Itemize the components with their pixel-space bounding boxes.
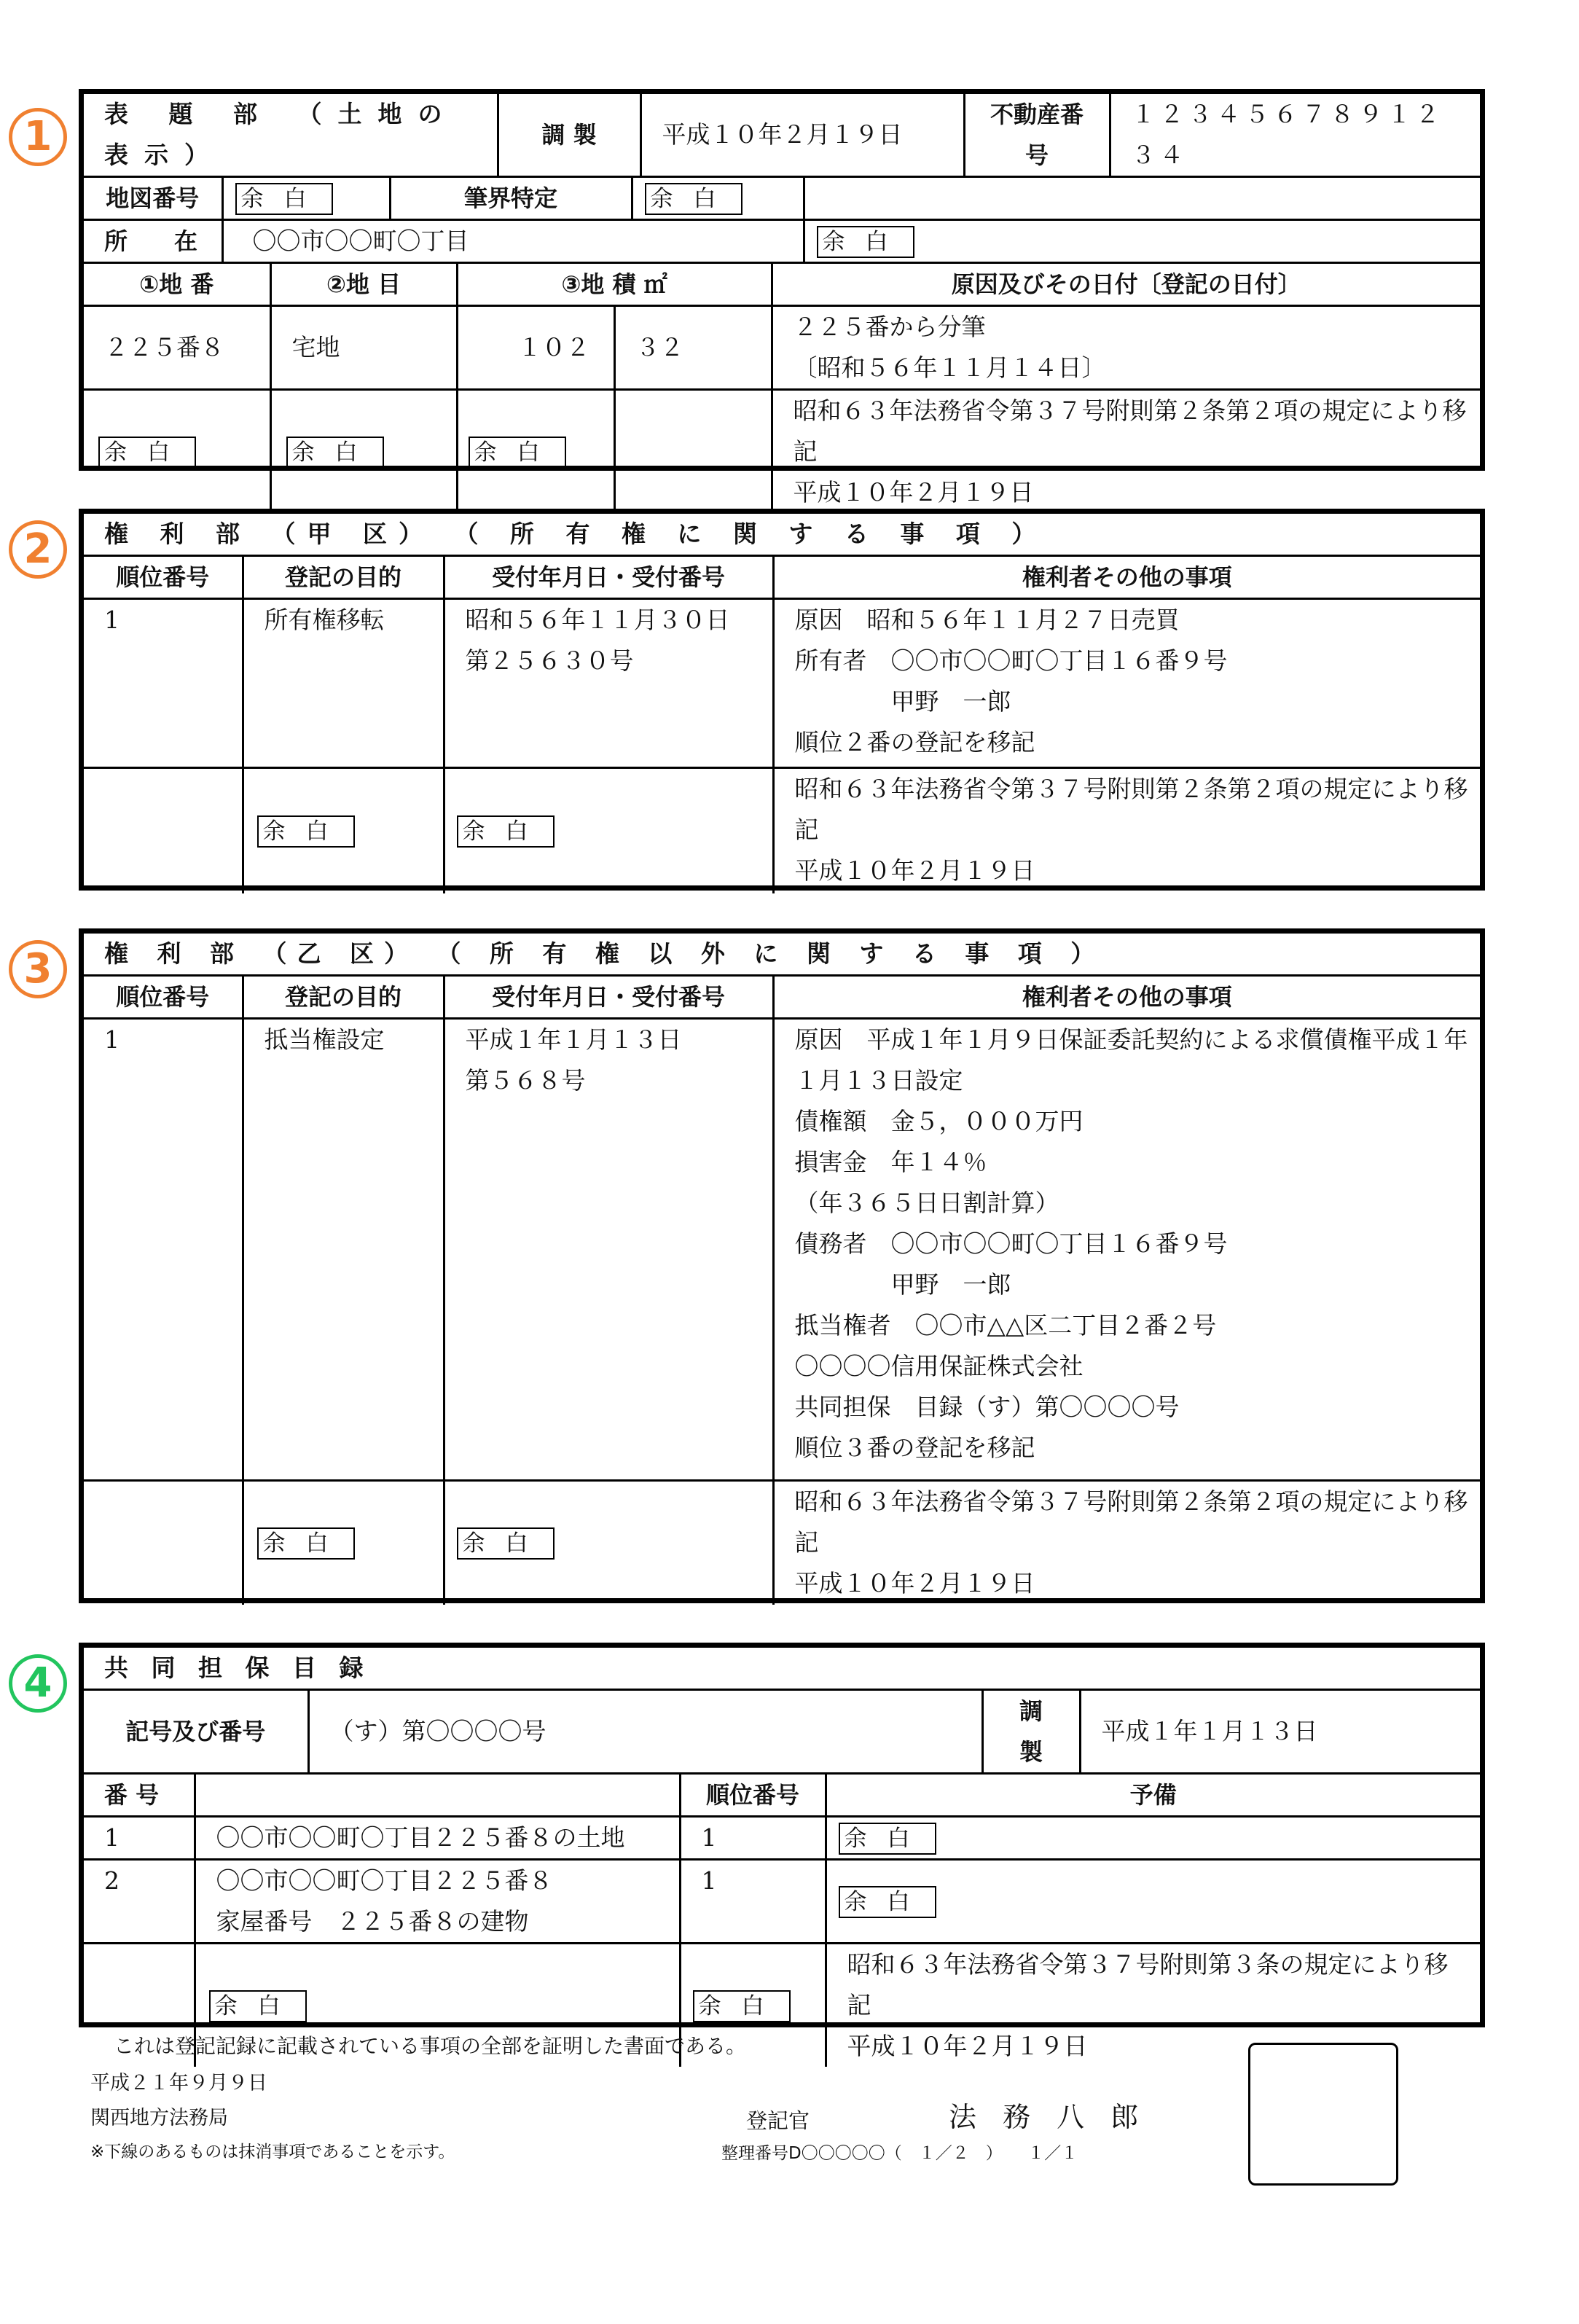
kenrisha-value: 原因 昭和５６年１１月２７日売買 所有者 〇〇市〇〇町〇丁目１６番９号 甲野 一郎 順位２番の登記を移記 bbox=[773, 599, 1480, 768]
uketsuke-value: 平成１年１月１３日 第５６８号 bbox=[444, 1019, 773, 1481]
naiyo-header bbox=[195, 1774, 680, 1817]
chosei-value: 平成１０年２月１９日 bbox=[640, 94, 964, 176]
yohaku-stamp: 余白 bbox=[286, 437, 384, 469]
yohaku-stamp: 余白 bbox=[645, 183, 743, 215]
section-hyodaibu bbox=[79, 89, 1485, 506]
issue-date: 平成２１年９月９日 bbox=[90, 2072, 267, 2094]
yobi-header: 予備 bbox=[826, 1774, 1480, 1817]
kouku-table bbox=[84, 514, 1480, 893]
yohaku-stamp: 余白 bbox=[235, 183, 333, 215]
chiseki-integer: １０２ bbox=[457, 306, 614, 390]
otsuku-table bbox=[84, 934, 1480, 1605]
yohaku-stamp: 余白 bbox=[693, 1990, 791, 2022]
yohaku-stamp: 余白 bbox=[457, 1527, 555, 1560]
kigo-label: 記号及び番号 bbox=[84, 1690, 308, 1773]
iki-note: 昭和６３年法務省令第３７号附則第２条第２項の規定により移 記 平成１０年２月１９日 bbox=[773, 768, 1480, 893]
fudosan-bango-value: １２３４５６７８９１２３４ bbox=[1110, 94, 1480, 176]
fudosan-bango-label: 不動産番号 bbox=[964, 94, 1110, 176]
yohaku-stamp: 余白 bbox=[469, 437, 566, 469]
hyodaibu-map-table bbox=[84, 176, 1480, 262]
kenrisha-value: 原因 平成１年１月９日保証委託契約による求償債権平成１年 １月１３日設定 債権額 金５，０００万円 損害金 年１４％ （年３６５日日割計算） 債務者 〇〇市〇〇町〇丁目１６番９号 甲野 一郎 抵当権者 〇〇市△△区二丁目２番２号 〇〇〇〇信用保証株式会社 共同担保 目録（す）第〇〇〇〇号 順位３番の登記を移記 bbox=[773, 1019, 1480, 1481]
official-seal-box bbox=[1248, 2043, 1398, 2186]
juni-value: 1 bbox=[680, 1860, 826, 1944]
tanpo-header-table bbox=[84, 1648, 1480, 1772]
uketsuke-header: 受付年月日・受付番号 bbox=[444, 976, 773, 1019]
table-row bbox=[84, 599, 1480, 768]
juni-header: 順位番号 bbox=[84, 976, 243, 1019]
yohaku-stamp: 余白 bbox=[457, 815, 555, 848]
juni-value: 1 bbox=[680, 1817, 826, 1860]
hyodaibu-title: 表 題 部 （土地の表示） bbox=[84, 94, 498, 176]
table-row bbox=[84, 768, 1480, 893]
bango-value: 1 bbox=[84, 1817, 195, 1860]
juni-header: 順位番号 bbox=[84, 556, 243, 599]
yohaku-stamp: 余白 bbox=[257, 815, 355, 848]
iki-note: 昭和６３年法務省令第３７号附則第２条第２項の規定により移 記 平成１０年２月１９日 bbox=[773, 1481, 1480, 1605]
table-row bbox=[84, 1481, 1480, 1605]
mokuteki-value: 抵当権設定 bbox=[243, 1019, 444, 1481]
bango-value: 2 bbox=[84, 1860, 195, 1944]
chimoku-header: ②地 目 bbox=[270, 263, 457, 306]
certification-text: これは登記記録に記載されている事項の全部を証明した書面である。 bbox=[114, 2034, 747, 2058]
iki-note: 昭和６３年法務省令第３７号附則第３条の規定により移 記 平成１０年２月１９日 bbox=[826, 1944, 1480, 2067]
chosei-value: 平成１年１月１３日 bbox=[1080, 1690, 1480, 1773]
issuing-office: 関西地方法務局 bbox=[90, 2107, 228, 2129]
hyodaibu-header-table bbox=[84, 94, 1480, 176]
uketsuke-value: 昭和５６年１１月３０日 第２５６３０号 bbox=[444, 599, 773, 768]
chiban-value: ２２５番８ bbox=[84, 306, 270, 390]
table-row bbox=[84, 1817, 1480, 1860]
chiseki-header: ③地 積 ㎡ bbox=[457, 263, 772, 306]
kouku-title: 権 利 部 （甲 区） （ 所 有 権 に 関 す る 事 項 ） bbox=[84, 514, 1480, 556]
juni-value: 1 bbox=[84, 1019, 243, 1481]
yohaku-stamp: 余白 bbox=[839, 1886, 936, 1918]
section-marker-3: 3 bbox=[9, 940, 67, 998]
section-marker-1: 1 bbox=[9, 108, 67, 166]
iki-note: 昭和６３年法務省令第３７号附則第２条第２項の規定により移 記 平成１０年２月１９日 bbox=[772, 390, 1480, 514]
yohaku-stamp: 余白 bbox=[209, 1990, 307, 2022]
gen-in-value: ２２５番から分筆 〔昭和５６年１１月１４日〕 bbox=[772, 306, 1480, 390]
reference-number: 整理番号D〇〇〇〇〇（ １／２ ） １／１ bbox=[721, 2144, 1078, 2163]
naiyo-value: 〇〇市〇〇町〇丁目２２５番８の土地 bbox=[195, 1817, 680, 1860]
section-kenribu-otsuku bbox=[79, 928, 1485, 1603]
section-marker-4: 4 bbox=[9, 1654, 67, 1713]
juni-value: 1 bbox=[84, 599, 243, 768]
chiban-header: ①地 番 bbox=[84, 263, 270, 306]
section-kenribu-kouku bbox=[79, 509, 1485, 891]
hikkai-tokutei-label: 筆界特定 bbox=[390, 177, 632, 220]
section-marker-2: 2 bbox=[9, 520, 67, 579]
yohaku-stamp: 余白 bbox=[817, 226, 914, 258]
yohaku-stamp: 余白 bbox=[98, 437, 196, 469]
shozai-label: 所 在 bbox=[84, 220, 222, 262]
chizu-bango-label: 地図番号 bbox=[84, 177, 222, 220]
hyodaibu-parcel-table bbox=[84, 262, 1480, 514]
yohaku-stamp: 余白 bbox=[839, 1823, 936, 1855]
kenrisha-header: 権利者その他の事項 bbox=[773, 976, 1480, 1019]
mokuteki-header: 登記の目的 bbox=[243, 556, 444, 599]
gen-in-header: 原因及びその日付〔登記の日付〕 bbox=[772, 263, 1480, 306]
table-row bbox=[84, 390, 1480, 514]
table-row bbox=[84, 306, 1480, 390]
naiyo-value: 〇〇市〇〇町〇丁目２２５番８ 家屋番号 ２２５番８の建物 bbox=[195, 1860, 680, 1944]
mokuteki-header: 登記の目的 bbox=[243, 976, 444, 1019]
tanpo-title: 共 同 担 保 目 録 bbox=[84, 1648, 1480, 1690]
uketsuke-header: 受付年月日・受付番号 bbox=[444, 556, 773, 599]
registrar-label: 登記官 bbox=[746, 2108, 810, 2133]
mokuteki-value: 所有権移転 bbox=[243, 599, 444, 768]
yohaku-stamp: 余白 bbox=[257, 1527, 355, 1560]
cancellation-note: ※下線のあるものは抹消事項であることを示す。 bbox=[90, 2143, 455, 2161]
otsuku-title: 権 利 部 （乙 区） （ 所 有 権 以 外 に 関 す る 事 項 ） bbox=[84, 934, 1480, 976]
chosei-label: 調 製 bbox=[498, 94, 640, 176]
table-row bbox=[84, 1860, 1480, 1944]
shozai-value: 〇〇市〇〇町〇丁目 bbox=[222, 220, 804, 262]
kenrisha-header: 権利者その他の事項 bbox=[773, 556, 1480, 599]
bango-header: 番 号 bbox=[84, 1774, 195, 1817]
chosei-label: 調 製 bbox=[982, 1690, 1080, 1773]
chiseki-decimal: ３２ bbox=[614, 306, 772, 390]
kigo-value: （す）第〇〇〇〇号 bbox=[308, 1690, 982, 1773]
juni-header: 順位番号 bbox=[680, 1774, 826, 1817]
tanpo-list-table bbox=[84, 1772, 1480, 2067]
registrar-name: 法 務 八 郎 bbox=[949, 2101, 1148, 2133]
table-row bbox=[84, 1019, 1480, 1481]
chimoku-value: 宅地 bbox=[270, 306, 457, 390]
